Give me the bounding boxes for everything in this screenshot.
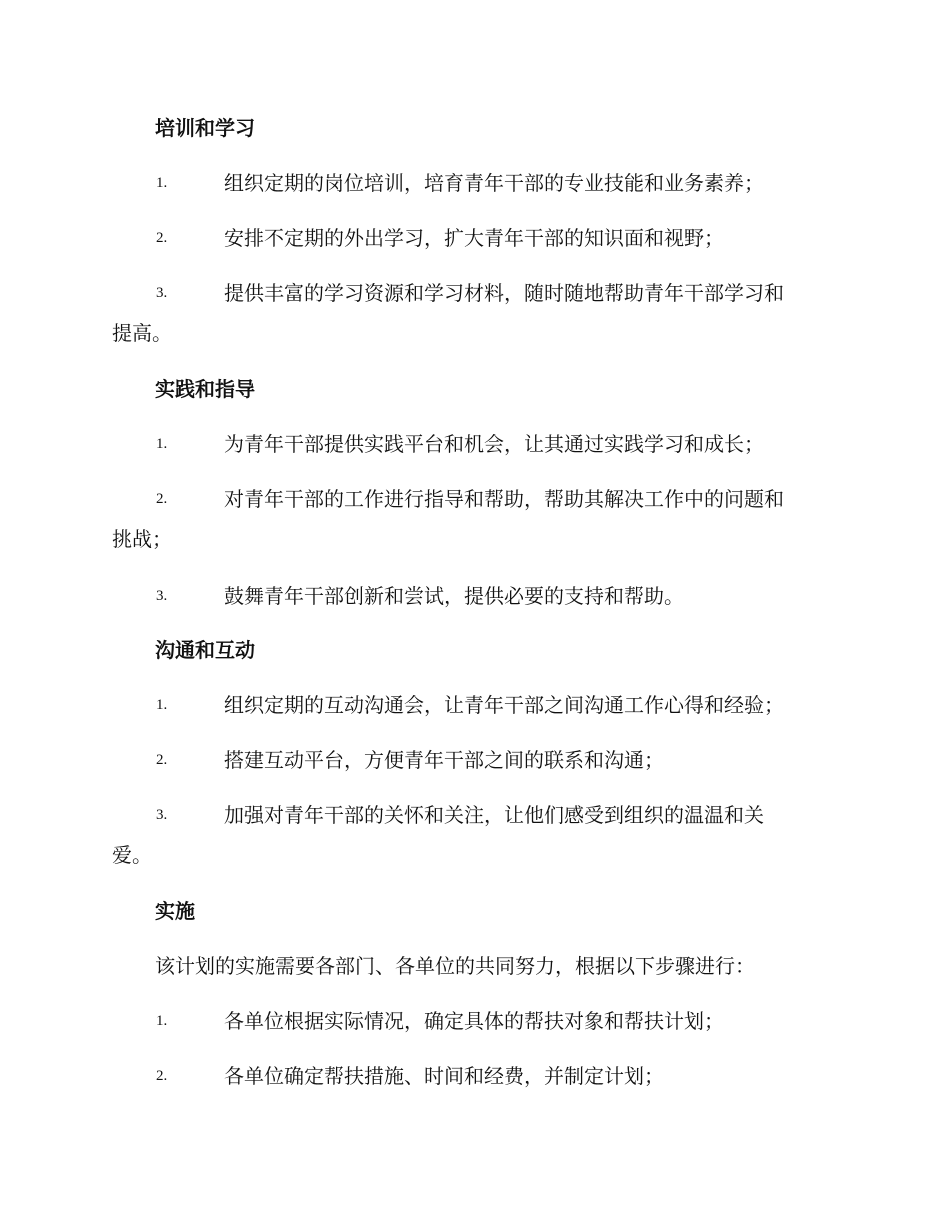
- list-item-number: 2.: [156, 1068, 168, 1084]
- list-item-number: 3.: [156, 588, 168, 604]
- list-item-text: 加强对青年干部的关怀和关注，让他们感受到组织的温温和关: [224, 803, 764, 827]
- section-heading-communication: 沟通和互动: [155, 638, 255, 662]
- list-item-continuation: 挑战；: [112, 527, 172, 551]
- list-item-number: 2.: [156, 230, 168, 246]
- list-item-number: 1.: [156, 1013, 168, 1029]
- list-item-text: 对青年干部的工作进行指导和帮助，帮助其解决工作中的问题和: [224, 487, 784, 511]
- list-item-number: 1.: [156, 436, 168, 452]
- list-item-number: 2.: [156, 752, 168, 768]
- list-item-continuation: 爱。: [112, 843, 152, 867]
- section-heading-practice: 实践和指导: [155, 377, 255, 401]
- list-item-text: 组织定期的岗位培训，培育青年干部的专业技能和业务素养；: [224, 171, 764, 195]
- list-item-number: 2.: [156, 491, 168, 507]
- list-item-continuation: 提高。: [112, 321, 172, 345]
- list-item-text: 鼓舞青年干部创新和尝试，提供必要的支持和帮助。: [224, 584, 684, 608]
- list-item-number: 1.: [156, 175, 168, 191]
- section-heading-training: 培训和学习: [155, 116, 255, 140]
- list-item-number: 3.: [156, 807, 168, 823]
- list-item-text: 为青年干部提供实践平台和机会，让其通过实践学习和成长；: [224, 432, 764, 456]
- section-heading-implementation: 实施: [155, 899, 195, 923]
- list-item-text: 各单位确定帮扶措施、时间和经费，并制定计划；: [224, 1064, 664, 1088]
- list-item-text: 提供丰富的学习资源和学习材料，随时随地帮助青年干部学习和: [224, 281, 784, 305]
- list-item-number: 3.: [156, 285, 168, 301]
- list-item-text: 组织定期的互动沟通会，让青年干部之间沟通工作心得和经验；: [224, 693, 784, 717]
- list-item-text: 搭建互动平台，方便青年干部之间的联系和沟通；: [224, 748, 664, 772]
- intro-paragraph: 该计划的实施需要各部门、各单位的共同努力，根据以下步骤进行：: [155, 954, 755, 978]
- list-item-text: 安排不定期的外出学习，扩大青年干部的知识面和视野；: [224, 226, 724, 250]
- list-item-number: 1.: [156, 697, 168, 713]
- list-item-text: 各单位根据实际情况，确定具体的帮扶对象和帮扶计划；: [224, 1009, 724, 1033]
